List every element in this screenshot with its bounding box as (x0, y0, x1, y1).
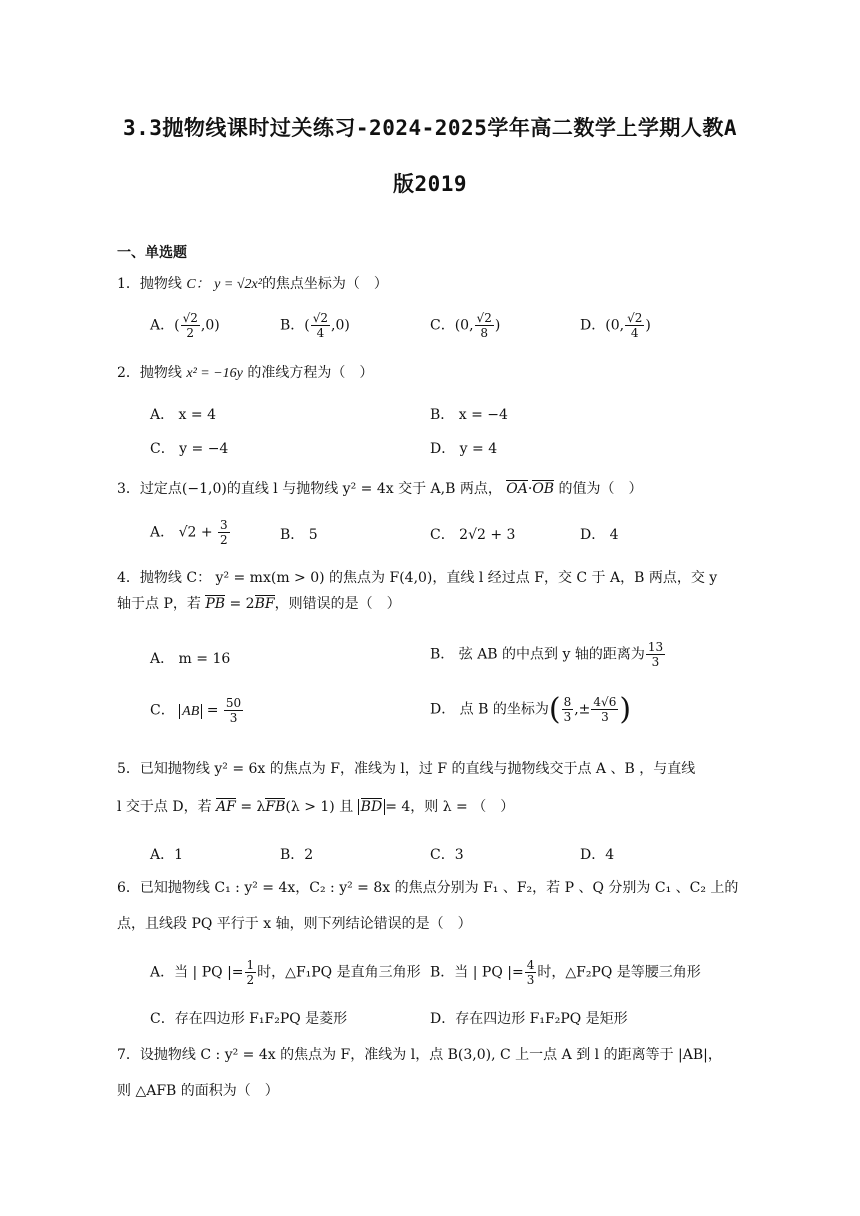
q4-option-a[interactable]: A． m = 16 (150, 651, 231, 667)
q1-stem-b: C： (186, 277, 210, 292)
q4-option-c[interactable]: C． AB = $\frac{50}{3}$ (150, 696, 242, 725)
q5-option-c[interactable]: C．3 (430, 847, 464, 863)
q1-stem-a: 抛物线 (139, 276, 182, 292)
q5-stem-2a: l 交于点 D，若 (117, 799, 212, 815)
question-3: 3．过定点(−1,0)的直线 l 与抛物线 y² = 4x 交于 A,B 两点， OA·OB 的值为（ ） (117, 481, 643, 497)
q3-option-d[interactable]: D． 4 (580, 527, 619, 543)
q6-option-a[interactable]: A．当 | PQ |= $\frac{1}{2}$ 时，△F₁PQ 是直角三角形 (150, 958, 421, 987)
q2-option-c[interactable]: C． y = −4 (150, 441, 229, 457)
q5-option-b[interactable]: B．2 (280, 847, 314, 863)
q5-vector-fb: FB (265, 799, 286, 815)
question-7 (117, 1044, 750, 1102)
q2-stem-b: x² = −16y (186, 366, 243, 381)
q3-stem-b: 的值为（ ） (558, 481, 643, 497)
q1-option-c[interactable]: C．(0, $\frac{√2}{8}$ ) (430, 311, 501, 340)
q1-stem-d: 的焦点坐标为（ ） (261, 276, 388, 292)
q6-option-b[interactable]: B．当 | PQ |= $\frac{4}{3}$ 时，△F₂PQ 是等腰三角形 (430, 958, 701, 987)
q5-stem-1: 已知抛物线 y² = 6x 的焦点为 F，准线为 l，过 F 的直线与抛物线交于点 A 、B ，与直线 (139, 761, 696, 777)
q1-option-d[interactable]: D．(0, $\frac{√2}{4}$ ) (580, 311, 651, 340)
q3-option-a[interactable]: A． √2 + $\frac{3}{2}$ (150, 518, 228, 547)
q1-option-b[interactable]: B．( $\frac{√2}{4}$ ,0) (280, 311, 350, 340)
q4-stem-2a: 轴于点 P，若 (117, 596, 201, 612)
q2-stem-c: 的准线方程为（ ） (247, 365, 374, 381)
q3-stem: 过定点(−1,0)的直线 l 与抛物线 y² = 4x 交于 A,B 两点， (139, 481, 502, 497)
q4-stem-2b: ，则错误的是（ ） (274, 596, 401, 612)
q4-stem-1: 抛物线 C： y² = mx(m > 0) 的焦点为 F(4,0)，直线 l 经过点 F，交 C 于 A，B 两点，交 y (139, 570, 718, 586)
title-line-1: 3.3抛物线课时过关练习-2024-2025学年高二数学上学期人教A (122, 116, 737, 140)
q4-number: 4． (117, 570, 140, 586)
q1-option-a[interactable]: A．( $\frac{√2}{2}$ ,0) (150, 311, 220, 340)
q5-vector-af: AF (216, 799, 236, 815)
section-heading: 一、单选题 (117, 245, 187, 261)
q5-abs-bd: BD (358, 799, 386, 815)
q6-option-d[interactable]: D．存在四边形 F₁F₂PQ 是矩形 (430, 1011, 628, 1027)
q7-number: 7． (117, 1047, 140, 1063)
title-line-2: 版2019 (392, 172, 468, 196)
question-4: 4．抛物线 C： y² = mx(m > 0) 的焦点为 F(4,0)，直线 l 经过点 F，交 C 于 A，B 两点，交 y 轴于点 P，若 PB = 2BF，则错误的是（ ） (117, 570, 718, 612)
q3-vector-oa: OA (506, 481, 528, 497)
question-5: 5．已知抛物线 y² = 6x 的焦点为 F，准线为 l，过 F 的直线与抛物线交于点 A 、B ，与直线 l 交于点 D，若 AF = λFB(λ > 1) 且 BD = 4，则 λ = （ ） (117, 761, 696, 815)
q6-number: 6． (117, 880, 140, 896)
q1-number: 1． (117, 276, 140, 292)
q3-vector-ob: OB (532, 481, 555, 497)
q2-option-a[interactable]: A． x = 4 (150, 407, 216, 423)
q3-option-b[interactable]: B． 5 (280, 527, 318, 543)
question-1 (117, 273, 750, 296)
q3-option-c[interactable]: C． 2√2 + 3 (430, 527, 516, 543)
q5-option-a[interactable]: A．1 (150, 847, 184, 863)
q4-vector-bf: BF (254, 596, 275, 612)
q3-number: 3． (117, 481, 140, 497)
q6-stem-2: 点，且线段 PQ 平行于 x 轴，则下列结论错误的是（ ） (117, 916, 472, 932)
q2-stem-a: 抛物线 (139, 365, 182, 381)
q2-option-d[interactable]: D． y = 4 (430, 441, 498, 457)
q1-stem-c: y = √2x² (214, 277, 262, 292)
q5-stem-2c: = 4，则 λ = （ ） (385, 799, 515, 815)
q2-option-b[interactable]: B． x = −4 (430, 407, 508, 423)
q6-stem-1: 已知抛物线 C₁ : y² = 4x，C₂ : y² = 8x 的焦点分别为 F₁ 、F₂，若 P 、Q 分别为 C₁ 、C₂ 上的 (139, 880, 739, 896)
q5-number: 5． (117, 761, 140, 777)
q4-vector-pb: PB (205, 596, 226, 612)
q4-option-b[interactable]: B． 弦 AB 的中点到 y 轴的距离为 $\frac{13}{3}$ (430, 640, 664, 669)
q6-option-c[interactable]: C．存在四边形 F₁F₂PQ 是菱形 (150, 1011, 348, 1027)
q4-option-d[interactable]: D． 点 B 的坐标为( $\frac{8}{3}$ ,± $\frac{4√6}{3}$ ) (430, 692, 632, 727)
question-6 (117, 877, 750, 935)
document-title (90, 100, 770, 212)
q2-number: 2． (117, 365, 140, 381)
q7-stem-1: 设抛物线 C : y² = 4x 的焦点为 F，准线为 l，点 B(3,0), C 上一点 A 到 l 的距离等于 |AB|， (139, 1047, 722, 1063)
q7-stem-2: 则 △AFB 的面积为（ ） (117, 1083, 279, 1099)
q5-stem-2b: (λ > 1) 且 (285, 799, 354, 815)
question-2 (117, 362, 750, 385)
q5-option-d[interactable]: D．4 (580, 847, 615, 863)
